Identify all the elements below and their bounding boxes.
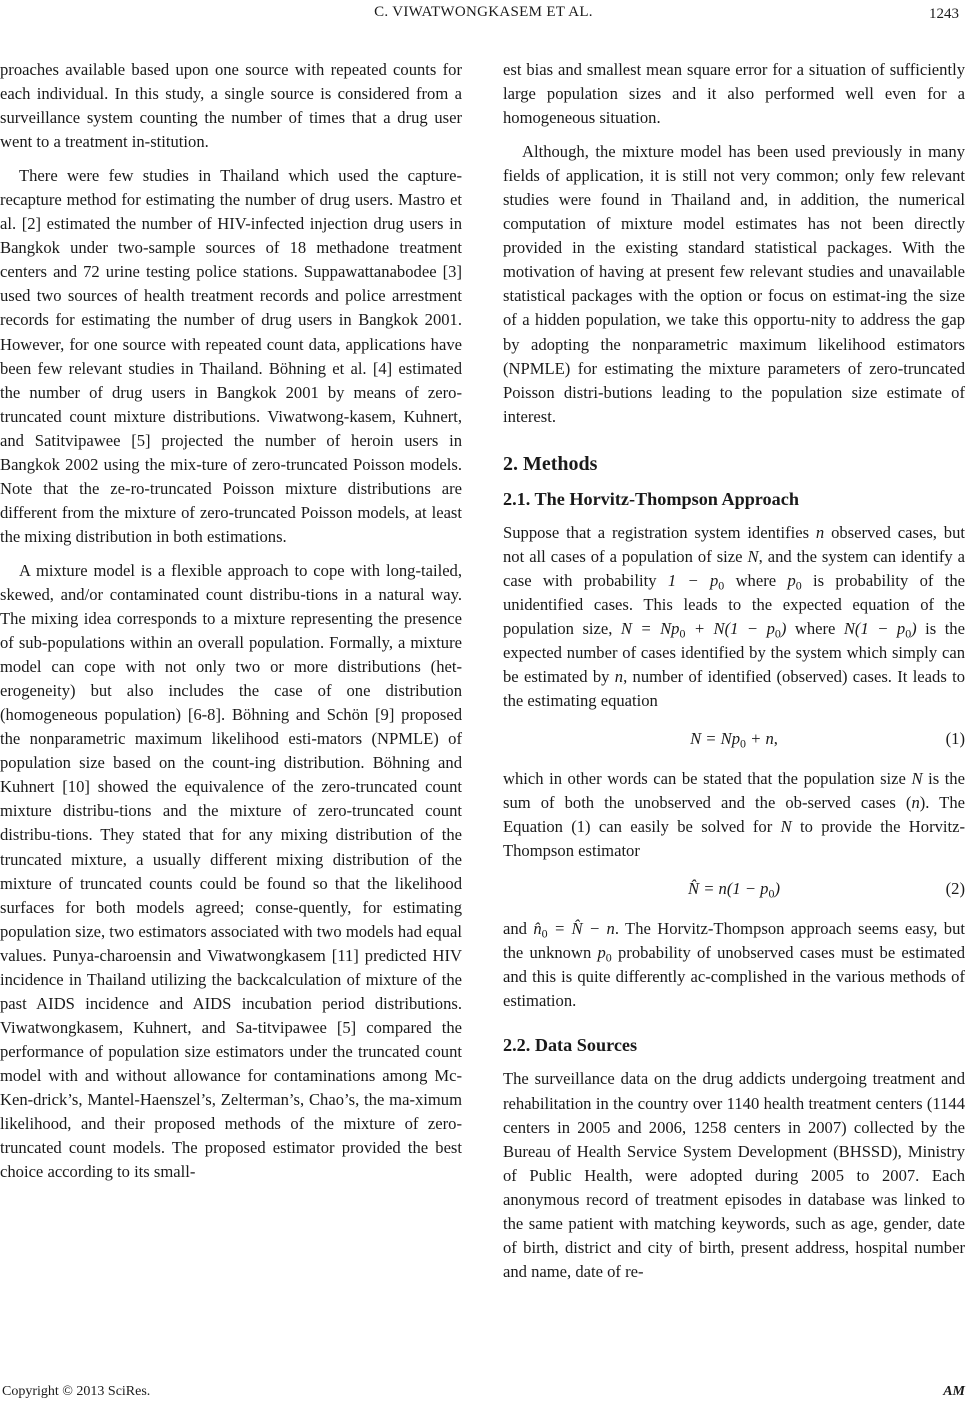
- paragraph: which in other words can be stated that the population size N is the sum of both the unobserved and the ob-served cases (n). The Equation (1) can easily be solved for N to provide the Horvitz-Thompson estimator: [503, 769, 966, 861]
- paragraph: There were few studies in Thailand which used the capture-recapture method for estimating the number of drug users. Mastro et al. [2] estimated the number of HIV-infected injection drug users in Bangkok under two-sample sources of 18 methadone treatment centers and 72 urine testing police stations. Suppawattanabodee [3] used two sources of health treatment records and police arrestment records for estimating the number of drug users in Bangkok 2001. However, for one source with repeated count data, applications have been few relevant studies in Thailand. Böhning et al. [4] estimated the number of drug users in Bangkok 2001 by means of zero-truncated count mixture distributions. Viwatwong-kasem, Kuhnert, and Satitvipawee [5] projected the number of heroin users in Bangkok 2002 using the mix-ture of zero-truncated Poisson models. Note that the ze-ro-truncated Poisson mixture distributions are different from the mixture of zero-truncated Poisson models, at least the mixing distribution in both estimations.: [0, 166, 462, 546]
- subsection-heading: 2.1. The Horvitz-Thompson Approach: [503, 488, 799, 509]
- equation-1: $N = Np_0 + n$, (1): [690, 729, 965, 751]
- right-column: [503, 58, 965, 1284]
- page-number: 1243: [929, 6, 959, 22]
- paragraph: A mixture model is a flexible approach to cope with long-tailed, skewed, and/or contaminated count distribu-tions in a natural way. The mixing idea corresponds to a mixture representing the presence of sub-populations within an overall population. Formally, a mixture model can cope with not only two or more distributions (het-erogeneity) but also includes the case of one distribution (homogeneous population) [6-8]. Böhning and Schön [9] proposed the nonparametric maximum likelihood esti-mators (NPMLE) of population size based on the count-ing distribution. Böhning and Kuhnert [10] showed the equivalence of the zero-truncated count mixture distribu-tions and the mixture of zero-truncated count distribu-tions. They stated that for any mixing distribution of the truncated mixture, a usually different mixing distribution of the mixture of truncated counts could be found so that the likelihood surfaces for both models agreed; conse-quently, for estimating population size, two estimators associated with two models had equal values. Punya-charoensin and Viwatwongkasem [11] predicted HIV incidence in Thailand utilizing the backcalculation of mixture of the past AIDS incidence and AIDS incubation period distributions. Viwatwongkasem, Kuhnert, and Sa-titvipawee [5] compared the performance of population size estimators under the truncated count model with and without allowance for contaminations among Mc-Ken-drick’s, Mantel-Haenszel’s, Zelterman’s, Chao’s, the ma-ximum likelihood, and their proposed methods of the mixture of zero-truncated count models. The proposed estimator provided the best choice according to its small-: [0, 560, 462, 1182]
- equation-number: (2): [945, 879, 965, 899]
- equation-number: (1): [945, 729, 965, 749]
- subsection-heading: 2.2. Data Sources: [503, 1035, 638, 1056]
- paragraph: Suppose that a registration system identifies n observed cases, but not all cases of a population of size N, and the system can identify a case with probability $1 - p_0$ where $p_0$ is probability of the unidentified cases. This leads to the expected equation of the population size, $N = Np_0 + N(1 - p_0)$ where $N(1 - p_0)$ is the expected number of cases identified by the system which simply can be estimated by n, number of identified (observed) cases. It leads to the estimating equation: [503, 522, 965, 711]
- journal-abbrev: AM: [943, 1384, 965, 1399]
- running-head: C. VIWATWONGKASEM ET AL.: [374, 4, 593, 20]
- left-column: [0, 58, 462, 1184]
- paragraph: Although, the mixture model has been used previously in many fields of application, it is still not very common; only few relevant studies were found in Thailand and, in addition, the numerical computation of mixture model estimates has not been directly provided in the existing standard statistical packages. With the motivation of having at present few relevant studies and unavailable statistical packages with the option or focus on estimat-ing the size of a hidden population, we take this opportu-nity to address the gap by adopting the nonparametric maximum likelihood estimators (NPMLE) for estimating the mixture parameters of zero-truncated Poisson distri-butions leading to the population size estimate of interest.: [503, 142, 965, 426]
- section-heading: 2. Methods: [503, 452, 598, 475]
- paragraph: The surveillance data on the drug addicts undergoing treatment and rehabilitation in the country over 1140 health treatment centers (1144 centers in 2005 and 2006, 1258 centers in 2007) collected by the Bureau of Health Service System Development (BHSSD), Ministry of Public Health, were adopted during 2005 to 2007. Each anonymous record of treatment episodes in database was linked to the same patient with matching keywords, such as age, gender, date of birth, district and city of birth, present address, hospital number and name, date of re-: [503, 1069, 965, 1281]
- paragraph: est bias and smallest mean square error for a situation of sufficiently large population sizes and it also performed well even for a homogeneous situation.: [503, 60, 965, 128]
- copyright-notice: Copyright © 2013 SciRes.: [2, 1384, 151, 1399]
- equation-2: N̂ = $n(1 - p_0)$ (2): [688, 879, 965, 901]
- paragraph: proaches available based upon one source with repeated counts for each individual. In this study, a single source is considered from a surveillance system counting the number of times that a drug user went to a treatment in-stitution.: [0, 60, 462, 152]
- paragraph: and $n̂_0$ = N̂ − n. The Horvitz-Thompson approach seems easy, but the unknown $p_0$ probability of unobserved cases must be estimated and this is quite differently ac-complished in the various methods of estimation.: [503, 919, 966, 1011]
